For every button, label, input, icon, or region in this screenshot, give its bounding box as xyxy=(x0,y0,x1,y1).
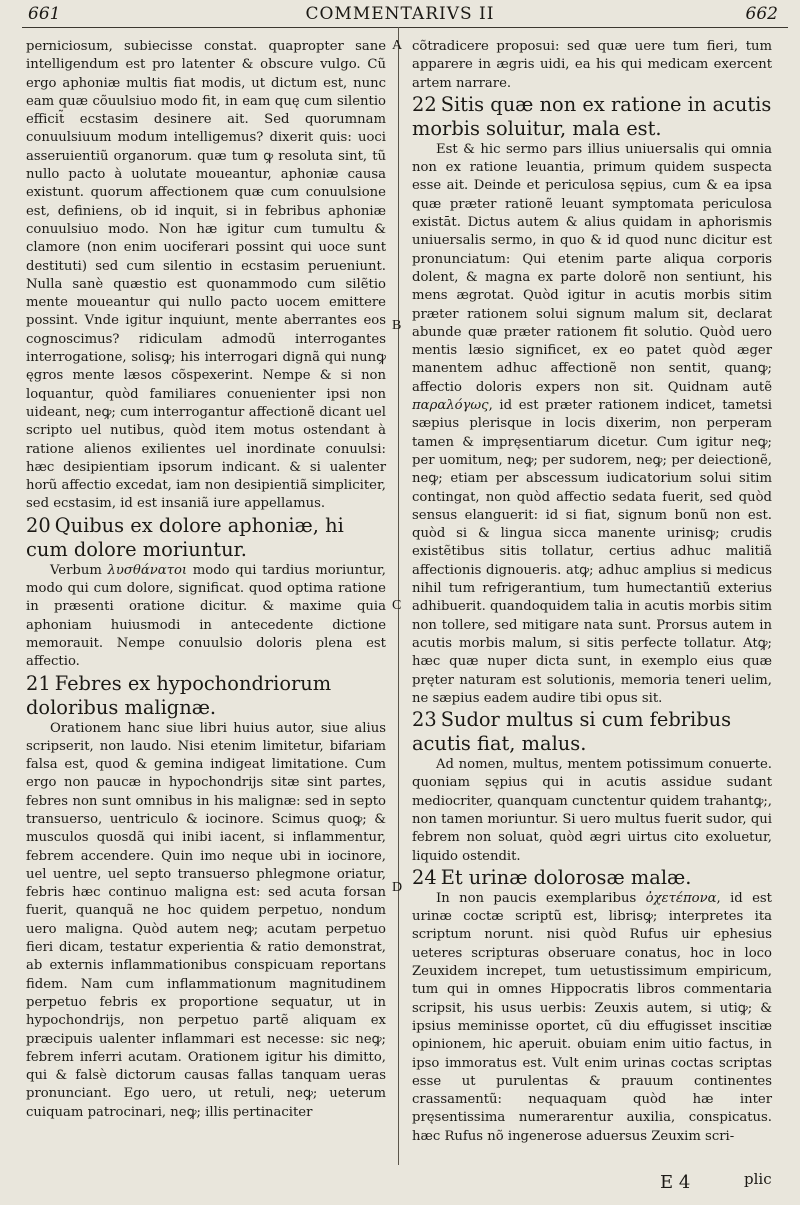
aphorism-text: Sudor multus si cum febribus acutis fiat, malus. xyxy=(412,708,732,756)
aphorism-heading-24 xyxy=(412,866,772,890)
aphorism-heading-23 xyxy=(412,708,772,756)
commentary-paragraph: Orationem hanc siue libri huius autor, siue alius scripserit, non laudo. Nisi etenim limitetur, bifariam falsa est, quod & gemina indigeat limitatione. Cum ergo non paucæ in hypochondrijs sitæ sint partes, febres non sunt omnibus in his malignæ: sed in septo transuerso, uentriculo & iocinore. Scimus quoꝙ; & musculos quosdã qui inibi iacent, si inflammentur, febrem accendere. Quin imo neque ubi in iocinore, uel uentre, uel septo transuerso phlegmone oriatur, febris hæc continuo maligna est: sed acuta forsan fuerit, quanquã ne hoc quidem perpetuo, nondum uero maligna. Quòd autem neꝙ; acutam perpetuo fieri dicam, testatur experientia & ratio demonstrat, ab externis inflammationibus conspicuam reportans fidem. Nam cum inflammationum magnitudinem perpetuo febris ex proportione sequatur, ut in hypochondrijs, non perpetuo partẽ aliquam ex præcipuis ualenter inflammari est necesse: sic neꝙ; febrem inferri acutam. Orationem igitur his dimitto, qui & falsè dictorum causas fallas tanquam ueras pronunciant. Ego uero, ut retuli, neꝙ; ueterum cuiquam patrocinari, neꝙ; illis pertinaciter xyxy=(26,720,386,1120)
aphorism-text: Sitis quæ non ex ratione in acutis morbis soluitur, mala est. xyxy=(412,92,772,140)
margin-letter-b: B xyxy=(392,318,402,333)
right-column xyxy=(412,38,772,1146)
aphorism-text: Febres ex hypochondriorum doloribus malignæ. xyxy=(26,671,332,719)
text-run: modo qui tardius moriuntur, modo qui cum dolore, significat. quod optima ratione in præsenti oratione dicitur. & maxime quia aphoniam huiusmodi in antecedente dictione memorauit. Nempe conuulsio doloris plena est affectio. xyxy=(26,562,386,670)
text-run: , id est præter rationem indicet, tametsi sæpius plerisque in locis dixerim, non perperam tamen & impręsentiarum dicetur. Cum igitur neꝙ; per uomitum, neꝙ; per sudorem, neꝙ; per deiectionẽ, neꝙ; etiam per abscessum iudicatorium solui sitim contingat, non quòd affectio sedata fuerit, sed quòd sensus elanguerit: id si fiat, signum bonũ non est. quòd si & lingua sicca manente urinisꝙ; crudis existẽtibus sitis tollatur, certius adhuc malitiã affectionis dignoueris. atꝙ; adhuc amplius si medicus nihil tum refrigerantium, tum humectantiũ exterius adhibuerit. quandoquidem talia in acutis morbis sitim non tollere, sed mitigare nata sunt. Prorsus autem in acutis morbis malum, si sitis perfecte tollatur. Atꝙ; hæc quæ nuper dicta sunt, in exemplo eius quæ pręter naturam est solutionis, memoria teneri uelim, ne sæpius eadem audire tibi opus sit. xyxy=(412,398,772,706)
aphorism-heading-20 xyxy=(26,514,386,562)
greek-word: παραλόγως xyxy=(412,398,489,414)
page-header xyxy=(0,0,800,34)
page-footer xyxy=(0,1172,800,1202)
aphorism-heading-21 xyxy=(26,672,386,720)
aphorism-heading-22 xyxy=(412,93,772,141)
aphorism-number: 21 xyxy=(26,671,51,695)
folio-left: 661 xyxy=(28,4,61,24)
margin-letter-d: D xyxy=(392,880,403,895)
greek-word: λυσθάνατοι xyxy=(107,562,188,578)
left-column xyxy=(26,38,386,1122)
aphorism-number: 23 xyxy=(412,708,437,732)
commentary-paragraph xyxy=(412,890,772,1146)
text-run: , id est urinæ coctæ scriptũ est, librisꝙ; interpretes ita scriptum norunt. nisi quòd Rufus uir ephesius ueteres scripturas obseruare conatus, hoc in loco Zeuxidem increpet, tum uetustissimum empiricum, tum qui in omnes Hippocratis libros commentaria scripsit, his usus uerbis: Zeuxis autem, si utiꝙ; & ipsius meminisse oportet, cũ diu effugisset inscitiæ opinionem, hic aperuit. obuiam enim uitio factus, in ipso immoratus est. Vult enim urinas coctas scriptas esse ut purulentas & prauum continentes crassamentũ: nequaquam quòd hæ inter pręsentissima numerarentur auxilia, conspicatus. hæc Rufus nõ ingenerose aduersus Zeuxim scri- xyxy=(412,890,772,1144)
aphorism-number: 22 xyxy=(412,92,437,116)
aphorism-text: Quibus ex dolore aphoniæ, hi cum dolore moriuntur. xyxy=(26,513,344,561)
greek-word: ὀχετέπονα xyxy=(645,890,717,906)
text-run: In non paucis exemplaribus xyxy=(436,890,646,906)
running-head: COMMENTARIVS II xyxy=(305,4,495,24)
header-rule xyxy=(22,27,788,28)
commentary-paragraph xyxy=(26,562,386,672)
commentary-paragraph: perniciosum, subiecisse constat. quapropter sane intelligendum est pro latenter & obscure vulgo. Cũ ergo aphoniæ multis fiat modis, ut dictum est, nunc eam quæ cõuulsiuo modo fit, in eam quę cum silentio efficit̃ ecstasim desinere ait. Sed quorumnam conuulsiuum modum intelligemus? dixerit quis: uoci asseruientiũ organorum. quæ tum ꝙ resoluta sint, tũ nullo pacto à uolutate moueantur, aphoniæ causa existunt. quorum affectionem quæ cum conuulsione est, definiens, ob id inquit, si in febribus aphoniæ conuulsiuo modo. Non hæ igitur cum tumultu & clamore (non enim uociferari possint qui uoce sunt destituti) sed cum silentio in ecstasim perueniunt. Nulla sanè quæstio est quonammodo cum silẽtio mente moueantur qui nullo pacto uocem emittere possint. Vnde igitur inquiunt, mente aberrantes eos cognoscimus? ridiculam admodũ interrogantes interrogatione, solisꝙ; his interrogari dignã qui nunꝙ ęgros mente læsos cõspexerint. Nempe & si non loquantur, quòd familiares conuenienter ipsi non uideant, neꝙ; cum interrogantur affectionẽ dicant uel scripto uel nutibus, quòd item motus ostendant à ratione alienos exilientes uel inordinate conuulsi: hæc desipientiam ipsorum indicant. & si ualenter horũ affectio excedat, iam non desipientiã simpliciter, sed ecstasim, id est insaniã iure appellamus. xyxy=(26,39,386,512)
margin-letter-a: A xyxy=(392,38,403,53)
commentary-paragraph xyxy=(412,141,772,708)
commentary-paragraph: Ad nomen, multus, mentem potissimum conuerte. quoniam sępius qui in acutis assidue sudant mediocriter, quanquam cunctentur quidem trahantꝙ;, non tamen moriuntur. Si uero multus fuerit sudor, qui febrem non soluat, quòd ægri uirtus cito exoluetur, liquido ostendit. xyxy=(412,757,772,864)
catchword: plic xyxy=(744,1170,772,1188)
commentary-paragraph: cõtradicere proposui: sed quæ uere tum fieri, tum apparere in ægris uidi, ea his qui medicam exercent artem narrare. xyxy=(412,39,772,91)
aphorism-number: 24 xyxy=(412,865,437,889)
column-divider xyxy=(398,27,399,1165)
aphorism-text: Et urinæ dolorosæ malæ. xyxy=(440,865,692,889)
signature-mark: E 4 xyxy=(660,1172,691,1193)
text-run: Verbum xyxy=(50,562,108,578)
folio-right: 662 xyxy=(745,4,778,24)
aphorism-number: 20 xyxy=(26,513,51,537)
margin-letter-c: C xyxy=(392,598,402,613)
text-run: Est & hic sermo pars illius uniuersalis qui omnia non ex ratione leuantia, primum quidem suspecta esse ait. Deinde et periculosa sępius, cum & ea ipsa quæ præter rationẽ leuant symptomata periculosa existāt. Dictus autem & alius quidam in aphorismis uniuersalis sermo, in quo & id quod nunc dicitur est pronunciatum: Qui etenim parte aliqua corporis dolent, & magna ex parte dolorẽ non sentiunt, his mens ægrotat. Quòd igitur in acutis morbis sitim præter rationem solui signum malum sit, declarat abunde quæ præter rationem fit solutio. Quòd uero mentis læsio significet, ex eo patet quòd æger manentem adhuc affectionẽ non sentit, quanꝙ; affectio doloris expers non sit. Quidnam autẽ xyxy=(412,141,772,395)
